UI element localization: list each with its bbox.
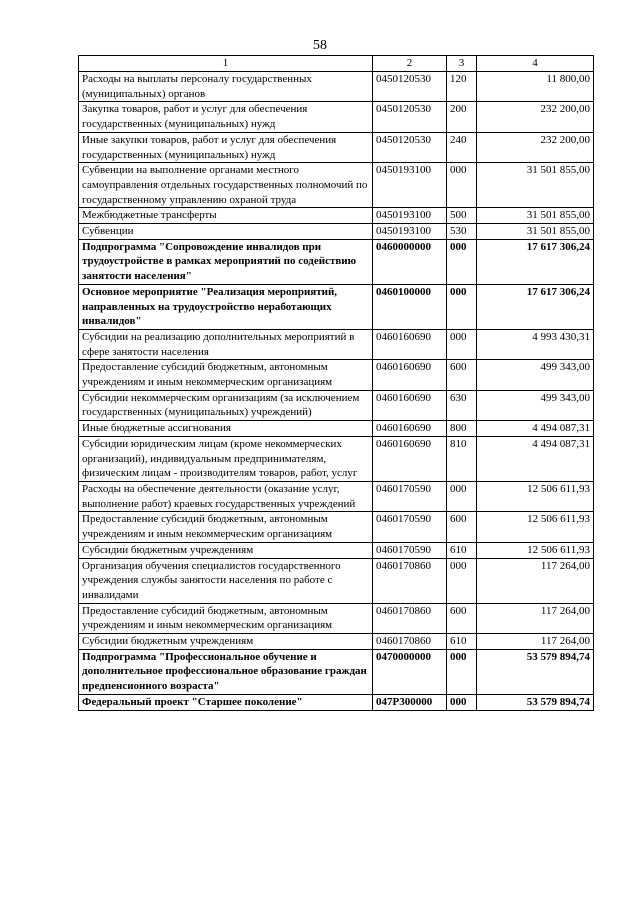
row-code: 0450193100	[373, 208, 447, 224]
row-amount: 499 343,00	[477, 360, 594, 390]
table-body	[79, 72, 594, 711]
row-type: 000	[447, 163, 477, 208]
row-code: 047P300000	[373, 694, 447, 710]
row-amount: 4 993 430,31	[477, 329, 594, 359]
table-row	[79, 512, 594, 542]
row-code: 0460170860	[373, 634, 447, 650]
header-col-2: 2	[373, 56, 447, 72]
table-row	[79, 163, 594, 208]
row-code: 0460170590	[373, 512, 447, 542]
table-row	[79, 284, 594, 329]
row-type: 600	[447, 603, 477, 633]
row-name: Предоставление субсидий бюджетным, автономным учреждениям и иным некоммерческим организациям	[79, 512, 373, 542]
header-col-3: 3	[447, 56, 477, 72]
row-type: 600	[447, 512, 477, 542]
row-name: Федеральный проект "Старшее поколение"	[79, 694, 373, 710]
row-name: Иные бюджетные ассигнования	[79, 421, 373, 437]
row-code: 0450120530	[373, 102, 447, 132]
row-type: 000	[447, 558, 477, 603]
page-number: 58	[313, 38, 327, 53]
row-amount: 17 617 306,24	[477, 239, 594, 284]
table-row	[79, 649, 594, 694]
row-type: 000	[447, 284, 477, 329]
row-name: Субсидии на реализацию дополнительных мероприятий в сфере занятости населения	[79, 329, 373, 359]
table-row	[79, 694, 594, 710]
row-name: Субвенции	[79, 224, 373, 240]
row-amount: 117 264,00	[477, 558, 594, 603]
table-row	[79, 481, 594, 511]
row-type: 240	[447, 132, 477, 162]
table-header-row	[79, 56, 594, 72]
row-code: 0460160690	[373, 360, 447, 390]
row-code: 0460000000	[373, 239, 447, 284]
row-code: 0450120530	[373, 72, 447, 102]
row-type: 000	[447, 649, 477, 694]
row-code: 0460170590	[373, 542, 447, 558]
header-col-4: 4	[477, 56, 594, 72]
row-code: 0450193100	[373, 224, 447, 240]
table-row	[79, 542, 594, 558]
budget-table	[78, 55, 594, 711]
table-row	[79, 436, 594, 481]
table-row	[79, 421, 594, 437]
row-amount: 31 501 855,00	[477, 163, 594, 208]
row-amount: 31 501 855,00	[477, 224, 594, 240]
row-code: 0460100000	[373, 284, 447, 329]
row-amount: 53 579 894,74	[477, 649, 594, 694]
row-name: Межбюджетные трансферты	[79, 208, 373, 224]
row-type: 200	[447, 102, 477, 132]
row-code: 0460170860	[373, 558, 447, 603]
row-amount: 117 264,00	[477, 603, 594, 633]
row-amount: 12 506 611,93	[477, 512, 594, 542]
table-row	[79, 132, 594, 162]
row-name: Предоставление субсидий бюджетным, автономным учреждениям и иным некоммерческим организациям	[79, 603, 373, 633]
row-amount: 53 579 894,74	[477, 694, 594, 710]
row-name: Расходы на выплаты персоналу государственных (муниципальных) органов	[79, 72, 373, 102]
row-code: 0460160690	[373, 436, 447, 481]
header-col-1: 1	[79, 56, 373, 72]
row-type: 000	[447, 694, 477, 710]
table-row	[79, 208, 594, 224]
row-name: Организация обучения специалистов государственного учреждения службы занятости населения по работе с инвалидами	[79, 558, 373, 603]
row-type: 500	[447, 208, 477, 224]
row-type: 600	[447, 360, 477, 390]
row-name: Субсидии некоммерческим организациям (за исключением государственных (муниципальных) учреждений)	[79, 390, 373, 420]
row-name: Подпрограмма "Профессиональное обучение и дополнительное профессиональное образование граждан предпенсионного возраста"	[79, 649, 373, 694]
table-row	[79, 102, 594, 132]
row-amount: 17 617 306,24	[477, 284, 594, 329]
row-type: 610	[447, 542, 477, 558]
row-type: 630	[447, 390, 477, 420]
row-code: 0470000000	[373, 649, 447, 694]
row-code: 0450120530	[373, 132, 447, 162]
row-name: Субсидии бюджетным учреждениям	[79, 542, 373, 558]
row-amount: 117 264,00	[477, 634, 594, 650]
table-row	[79, 72, 594, 102]
row-name: Предоставление субсидий бюджетным, автономным учреждениям и иным некоммерческим организациям	[79, 360, 373, 390]
table-row	[79, 603, 594, 633]
row-code: 0460160690	[373, 329, 447, 359]
table-row	[79, 224, 594, 240]
row-amount: 232 200,00	[477, 132, 594, 162]
table-row	[79, 634, 594, 650]
row-name: Расходы на обеспечение деятельности (оказание услуг, выполнение работ) краевых государственных учреждений	[79, 481, 373, 511]
row-amount: 12 506 611,93	[477, 542, 594, 558]
row-name: Основное мероприятие "Реализация мероприятий, направленных на трудоустройство неработающих инвалидов"	[79, 284, 373, 329]
row-type: 810	[447, 436, 477, 481]
row-name: Субсидии юридическим лицам (кроме некоммерческих организаций), индивидуальным предпринимателям, физическим лицам - производителям товаров, работ, услуг	[79, 436, 373, 481]
row-amount: 499 343,00	[477, 390, 594, 420]
row-type: 530	[447, 224, 477, 240]
row-amount: 232 200,00	[477, 102, 594, 132]
row-type: 610	[447, 634, 477, 650]
table-row	[79, 558, 594, 603]
row-code: 0460160690	[373, 421, 447, 437]
row-type: 000	[447, 239, 477, 284]
row-name: Подпрограмма "Сопровождение инвалидов при трудоустройстве в рамках мероприятий по содействию занятости населения"	[79, 239, 373, 284]
row-amount: 11 800,00	[477, 72, 594, 102]
row-code: 0460170860	[373, 603, 447, 633]
row-name: Субвенции на выполнение органами местного самоуправления отдельных государственных полномочий по государственному управлению охраной труда	[79, 163, 373, 208]
table-row	[79, 360, 594, 390]
table-row	[79, 390, 594, 420]
row-type: 000	[447, 329, 477, 359]
row-type: 800	[447, 421, 477, 437]
row-name: Закупка товаров, работ и услуг для обеспечения государственных (муниципальных) нужд	[79, 102, 373, 132]
row-name: Субсидии бюджетным учреждениям	[79, 634, 373, 650]
row-type: 000	[447, 481, 477, 511]
row-amount: 4 494 087,31	[477, 421, 594, 437]
row-code: 0450193100	[373, 163, 447, 208]
row-amount: 31 501 855,00	[477, 208, 594, 224]
table-row	[79, 329, 594, 359]
row-amount: 4 494 087,31	[477, 436, 594, 481]
row-type: 120	[447, 72, 477, 102]
row-code: 0460160690	[373, 390, 447, 420]
row-name: Иные закупки товаров, работ и услуг для обеспечения государственных (муниципальных) нужд	[79, 132, 373, 162]
table-row	[79, 239, 594, 284]
row-code: 0460170590	[373, 481, 447, 511]
row-amount: 12 506 611,93	[477, 481, 594, 511]
